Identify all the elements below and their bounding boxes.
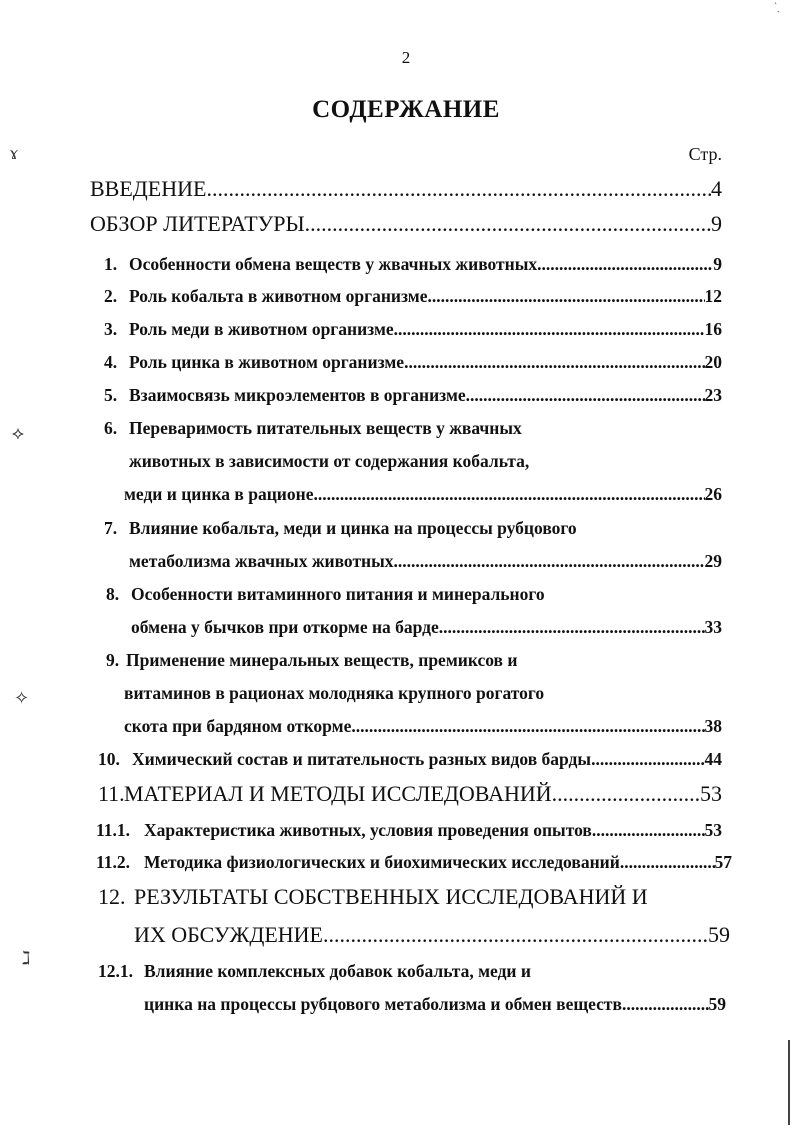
toc-entry-12-1-line-2[interactable] <box>144 994 726 1015</box>
toc-entry-page: 20 <box>704 352 722 372</box>
toc-entry-page: 33 <box>704 617 722 637</box>
toc-entry-text: Влияние комплексных добавок кобальта, меди и <box>144 961 531 981</box>
toc-entry-12-line-2[interactable] <box>134 922 730 948</box>
toc-entry-text: меди и цинка в рационе <box>124 484 314 504</box>
toc-entry-7[interactable] <box>104 518 577 539</box>
toc-entry-text: ИХ ОБСУЖДЕНИЕ <box>134 922 323 947</box>
toc-entry-text: ОБЗОР ЛИТЕРАТУРЫ <box>90 211 305 236</box>
toc-entry-page: 57 <box>714 852 732 872</box>
toc-entry-text: скота при бардяном откорме <box>124 716 352 736</box>
toc-entry-6[interactable] <box>104 418 522 439</box>
toc-entry-page: 9 <box>711 211 722 236</box>
scan-edge <box>788 1040 790 1125</box>
toc-entry-6-line-2: животных в зависимости от содержания кобальта, <box>129 451 530 471</box>
toc-entry-text: цинка на процессы рубцового метаболизма и обмен веществ <box>144 994 622 1014</box>
toc-entry-text: ВВЕДЕНИЕ <box>90 176 207 201</box>
margin-mark: ℷ <box>22 948 31 968</box>
toc-entry-number: 12. <box>98 884 126 909</box>
toc-entry-text: метаболизма жвачных животных <box>129 551 394 571</box>
toc-entry-page: 59 <box>708 922 730 947</box>
page-number: 2 <box>401 48 411 67</box>
toc-entry-number: 1. <box>104 254 118 274</box>
toc-entry-text: Особенности обмена веществ у жвачных животных <box>129 254 538 274</box>
toc-entry-number: 5. <box>104 385 118 405</box>
toc-entry-9[interactable] <box>106 650 517 671</box>
toc-entry-introduction[interactable] <box>90 176 722 202</box>
toc-entry-number: 7. <box>104 518 118 538</box>
toc-entry-7-line-2[interactable] <box>129 551 722 572</box>
toc-entry-text: Особенности витаминного питания и минерального <box>131 584 545 604</box>
toc-entry-8-line-2[interactable] <box>131 617 722 638</box>
toc-entry-4[interactable] <box>104 352 722 373</box>
toc-entry-5[interactable] <box>104 385 722 406</box>
toc-entry-12-1[interactable] <box>98 961 531 982</box>
toc-entry-number: 10. <box>98 749 120 769</box>
margin-mark: ⟡ <box>12 423 24 443</box>
toc-entry-12[interactable] <box>98 884 648 910</box>
toc-entry-2[interactable] <box>104 286 722 307</box>
toc-entry-text: Методика физиологических и биохимических исследований <box>144 852 620 872</box>
scan-artifact: ‵ˎ <box>774 2 780 13</box>
toc-entry-number: 11. <box>98 781 125 806</box>
toc-entry-page: 59 <box>708 994 726 1014</box>
toc-entry-number: 11.2. <box>96 852 131 872</box>
toc-entry-number: 2. <box>104 286 118 306</box>
toc-entry-3[interactable] <box>104 319 722 340</box>
toc-entry-page: 29 <box>704 551 722 571</box>
toc-entry-page: 44 <box>704 749 722 769</box>
toc-entry-page: 53 <box>704 820 722 840</box>
toc-entry-number: 9. <box>106 650 120 670</box>
toc-entry-literature-review[interactable] <box>90 211 722 237</box>
toc-entry-page: 4 <box>711 176 722 201</box>
toc-entry-number: 6. <box>104 418 118 438</box>
toc-entry-text: Применение минеральных веществ, премиксов и <box>126 650 518 670</box>
toc-entry-9-line-3[interactable] <box>124 716 722 737</box>
toc-entry-text: РЕЗУЛЬТАТЫ СОБСТВЕННЫХ ИССЛЕДОВАНИЙ И <box>134 884 648 909</box>
toc-entry-text: обмена у бычков при откорме на барде <box>131 617 439 637</box>
toc-entry-page: 53 <box>700 781 722 806</box>
toc-entry-text: Влияние кобальта, меди и цинка на процессы рубцового <box>129 518 577 538</box>
page-title: СОДЕРЖАНИЕ <box>312 96 500 123</box>
toc-entry-text: Характеристика животных, условия проведения опытов <box>144 820 592 840</box>
toc-entry-text: Взаимосвязь микроэлементов в организме <box>129 385 466 405</box>
toc-entry-text: МАТЕРИАЛ И МЕТОДЫ ИССЛЕДОВАНИЙ <box>124 781 552 806</box>
toc-entry-text: Роль меди в животном организме <box>129 319 394 339</box>
toc-entry-text: Роль кобальта в животном организме <box>129 286 428 306</box>
toc-entry-number: 8. <box>106 584 120 604</box>
toc-entry-page: 26 <box>704 484 722 504</box>
margin-mark: ɤ <box>10 143 18 163</box>
toc-entry-text: Роль цинка в животном организме <box>129 352 405 372</box>
toc-entry-9-line-2: витаминов в рационах молодняка крупного рогатого <box>124 683 545 703</box>
toc-entry-6-line-3[interactable] <box>124 484 722 505</box>
toc-entry-text: Химический состав и питательность разных видов барды <box>132 749 592 769</box>
toc-entry-page: 9 <box>713 254 722 274</box>
margin-mark: ✧ <box>14 688 30 708</box>
toc-entry-number: 3. <box>104 319 118 339</box>
toc-entry-11-1[interactable] <box>96 820 722 841</box>
toc-entry-text: Переваримость питательных веществ у жвачных <box>129 418 522 438</box>
toc-entry-number: 12.1. <box>98 961 133 981</box>
toc-entry-11-2[interactable] <box>96 852 732 873</box>
toc-entry-page: 12 <box>704 286 722 306</box>
toc-entry-8[interactable] <box>106 584 545 605</box>
toc-entry-11[interactable] <box>98 781 722 807</box>
toc-entry-number: 4. <box>104 352 118 372</box>
toc-entry-1[interactable] <box>104 254 722 275</box>
toc-entry-10[interactable] <box>98 749 722 770</box>
toc-entry-page: 23 <box>704 385 722 405</box>
toc-entry-page: 16 <box>704 319 722 339</box>
toc-entry-page: 38 <box>704 716 722 736</box>
page-column-label: Стр. <box>688 144 722 164</box>
toc-entry-number: 11.1. <box>96 820 131 840</box>
